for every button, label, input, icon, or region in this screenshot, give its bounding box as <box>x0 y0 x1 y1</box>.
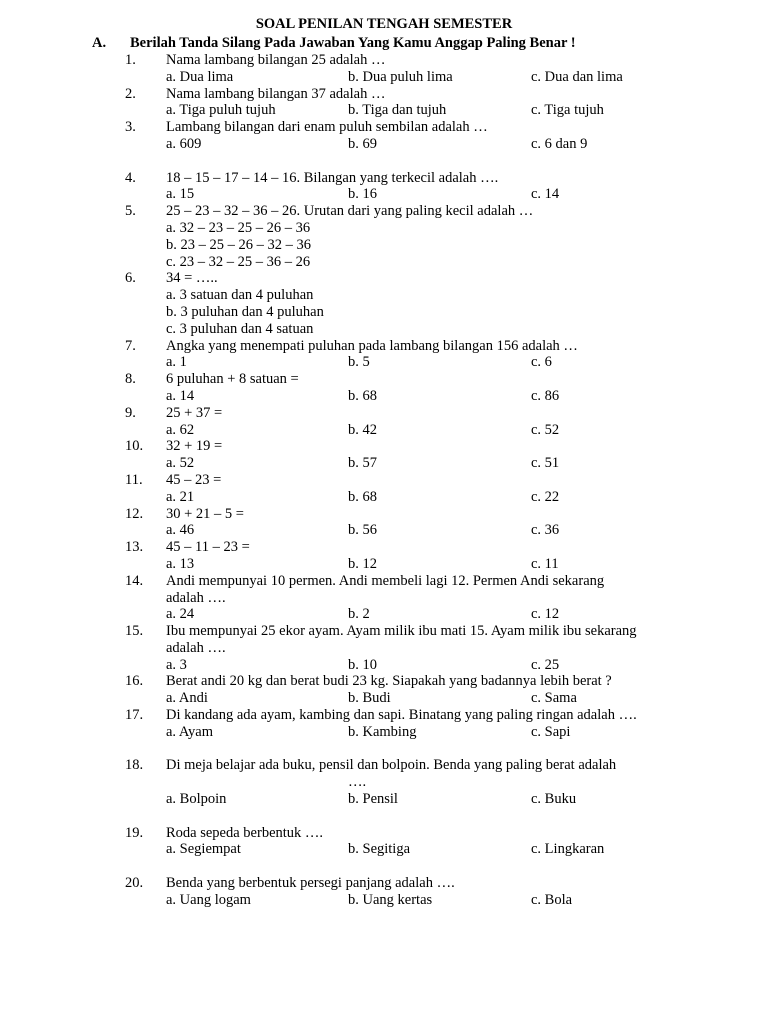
options-row <box>0 841 768 858</box>
question-number: 15. <box>125 623 144 640</box>
answer-option-a: a. 52 <box>166 455 195 472</box>
answer-option-c: c. 23 – 32 – 25 – 36 – 26 <box>166 253 311 270</box>
options-row <box>0 422 768 439</box>
question-line <box>0 52 768 69</box>
options-row <box>0 69 768 86</box>
question-continuation-line <box>0 640 768 657</box>
answer-option-a: a. 21 <box>166 488 195 505</box>
options-row <box>0 287 768 304</box>
answer-option-a: a. 14 <box>166 387 195 404</box>
answer-option-b: b. 3 puluhan dan 4 puluhan <box>166 303 324 320</box>
question-line <box>0 757 768 774</box>
question-item <box>0 573 768 623</box>
answer-option-a: a. 3 satuan dan 4 puluhan <box>166 287 314 304</box>
question-text-continuation: …. <box>348 774 367 791</box>
question-text: 18 – 15 – 17 – 14 – 16. Bilangan yang terkecil adalah …. <box>166 169 499 186</box>
question-text: Ibu mempunyai 25 ekor ayam. Ayam milik ibu mati 15. Ayam milik ibu sekarang <box>166 623 637 640</box>
options-row <box>0 690 768 707</box>
question-line <box>0 573 768 590</box>
options-row <box>0 186 768 203</box>
question-item <box>0 707 768 757</box>
question-item <box>0 405 768 439</box>
question-line <box>0 707 768 724</box>
answer-option-c: c. 22 <box>531 488 560 505</box>
answer-option-b: b. 23 – 25 – 26 – 32 – 36 <box>166 236 311 253</box>
answer-option-a: a. 62 <box>166 421 195 438</box>
question-number: 10. <box>125 438 144 455</box>
question-number: 17. <box>125 707 144 724</box>
answer-option-c: c. 11 <box>531 555 559 572</box>
answer-option-c: c. Lingkaran <box>531 841 605 858</box>
question-number: 14. <box>125 572 144 589</box>
question-item <box>0 673 768 707</box>
question-item <box>0 203 768 270</box>
answer-option-c: c. Tiga tujuh <box>531 102 604 119</box>
answer-option-b: b. 68 <box>348 387 377 404</box>
question-item <box>0 506 768 540</box>
question-line <box>0 270 768 287</box>
answer-option-c: c. Sama <box>531 690 577 707</box>
question-line <box>0 539 768 556</box>
answer-option-b: b. Budi <box>348 690 391 707</box>
spacer <box>0 808 768 825</box>
question-item <box>0 438 768 472</box>
question-number: 18. <box>125 757 144 774</box>
question-item <box>0 371 768 405</box>
answer-option-a: a. Andi <box>166 690 208 707</box>
options-row <box>0 522 768 539</box>
question-text: Nama lambang bilangan 37 adalah … <box>166 85 386 102</box>
spacer <box>0 741 768 758</box>
question-line <box>0 170 768 187</box>
answer-option-c: c. 51 <box>531 455 560 472</box>
answer-option-b: b. 68 <box>348 488 377 505</box>
question-item <box>0 539 768 573</box>
question-line <box>0 438 768 455</box>
answer-option-b: b. Segitiga <box>348 841 411 858</box>
answer-option-b: b. 57 <box>348 455 377 472</box>
answer-option-a: a. 46 <box>166 522 195 539</box>
answer-option-a: a. Uang logam <box>166 891 251 908</box>
question-line <box>0 825 768 842</box>
question-item <box>0 270 768 337</box>
section-letter: A. <box>92 35 107 51</box>
answer-option-c: c. Buku <box>531 791 577 808</box>
spacer <box>0 153 768 170</box>
question-number: 9. <box>125 404 136 421</box>
options-row <box>0 657 768 674</box>
question-text: Andi mempunyai 10 permen. Andi membeli lagi 12. Permen Andi sekarang <box>166 572 605 589</box>
question-text: Benda yang berbentuk persegi panjang adalah …. <box>166 875 455 892</box>
answer-option-c: c. 25 <box>531 656 560 673</box>
question-line <box>0 472 768 489</box>
question-text: Angka yang menempati puluhan pada lambang bilangan 156 adalah … <box>166 337 578 354</box>
answer-option-a: a. Tiga puluh tujuh <box>166 102 276 119</box>
options-row <box>0 791 768 808</box>
options-row <box>0 136 768 153</box>
question-number: 4. <box>125 169 136 186</box>
options-row <box>0 388 768 405</box>
question-text: 30 + 21 – 5 = <box>166 505 244 522</box>
options-row <box>0 304 768 321</box>
question-item <box>0 472 768 506</box>
question-item <box>0 52 768 86</box>
options-row <box>0 237 768 254</box>
options-row <box>0 220 768 237</box>
question-line <box>0 623 768 640</box>
answer-option-a: a. 3 <box>166 656 187 673</box>
options-row <box>0 606 768 623</box>
question-line <box>0 673 768 690</box>
question-item <box>0 825 768 875</box>
question-line <box>0 506 768 523</box>
question-text: 25 + 37 = <box>166 404 223 421</box>
answer-option-c: c. 36 <box>531 522 560 539</box>
options-row <box>0 724 768 741</box>
options-row <box>0 102 768 119</box>
options-row <box>0 354 768 371</box>
question-text: Di kandang ada ayam, kambing dan sapi. Binatang yang paling ringan adalah …. <box>166 707 637 724</box>
question-continuation-line <box>0 590 768 607</box>
answer-option-b: b. Tiga dan tujuh <box>348 102 447 119</box>
answer-option-b: b. Uang kertas <box>348 891 433 908</box>
answer-option-c: c. Dua dan lima <box>531 68 623 85</box>
answer-option-b: b. 2 <box>348 606 370 623</box>
question-text-continuation: adalah …. <box>166 589 226 606</box>
answer-option-c: c. 14 <box>531 186 560 203</box>
options-row <box>0 489 768 506</box>
answer-option-b: b. 42 <box>348 421 377 438</box>
question-item <box>0 757 768 824</box>
question-text: 34 = ….. <box>166 270 218 287</box>
question-line <box>0 86 768 103</box>
answer-option-a: a. 13 <box>166 555 195 572</box>
question-text: 45 – 11 – 23 = <box>166 539 250 556</box>
answer-option-a: a. 15 <box>166 186 195 203</box>
answer-option-c: c. Sapi <box>531 723 571 740</box>
answer-option-c: c. 3 puluhan dan 4 satuan <box>166 320 314 337</box>
question-text: Lambang bilangan dari enam puluh sembilan adalah … <box>166 119 488 136</box>
section-instruction: Berilah Tanda Silang Pada Jawaban Yang Kamu Anggap Paling Benar ! <box>130 35 576 51</box>
question-number: 16. <box>125 673 144 690</box>
question-number: 7. <box>125 337 136 354</box>
answer-option-a: a. 24 <box>166 606 195 623</box>
spacer <box>0 858 768 875</box>
answer-option-a: a. 1 <box>166 354 187 371</box>
question-number: 1. <box>125 52 136 68</box>
answer-option-c: c. 6 dan 9 <box>531 135 588 152</box>
answer-option-b: b. 12 <box>348 555 377 572</box>
question-number: 3. <box>125 119 136 136</box>
answer-option-b: b. Kambing <box>348 723 417 740</box>
question-line <box>0 203 768 220</box>
question-line <box>0 405 768 422</box>
options-row <box>0 556 768 573</box>
question-line <box>0 119 768 136</box>
answer-option-c: c. 12 <box>531 606 560 623</box>
answer-option-b: b. Pensil <box>348 791 398 808</box>
answer-option-b: b. 56 <box>348 522 377 539</box>
answer-option-a: a. 32 – 23 – 25 – 26 – 36 <box>166 219 311 236</box>
question-line <box>0 875 768 892</box>
question-text: Nama lambang bilangan 25 adalah … <box>166 52 386 68</box>
question-number: 13. <box>125 539 144 556</box>
answer-option-c: c. 52 <box>531 421 560 438</box>
answer-option-a: a. Ayam <box>166 723 213 740</box>
question-text: Di meja belajar ada buku, pensil dan bolpoin. Benda yang paling berat adalah <box>166 757 617 774</box>
question-number: 2. <box>125 85 136 102</box>
options-row <box>0 455 768 472</box>
question-number: 5. <box>125 203 136 220</box>
options-row <box>0 321 768 338</box>
answer-option-c: c. 86 <box>531 387 560 404</box>
answer-option-b: b. 5 <box>348 354 370 371</box>
question-line <box>0 338 768 355</box>
answer-option-c: c. Bola <box>531 891 573 908</box>
question-text: 25 – 23 – 32 – 36 – 26. Urutan dari yang paling kecil adalah … <box>166 203 534 220</box>
answer-option-a: a. Dua lima <box>166 68 234 85</box>
question-line <box>0 371 768 388</box>
answer-option-b: b. 10 <box>348 656 377 673</box>
question-number: 12. <box>125 505 144 522</box>
answer-option-b: b. Dua puluh lima <box>348 68 453 85</box>
page-title: SOAL PENILAN TENGAH SEMESTER <box>255 16 513 32</box>
question-item <box>0 170 768 204</box>
options-row <box>0 892 768 909</box>
question-continuation-line <box>0 774 768 791</box>
question-number: 8. <box>125 371 136 388</box>
question-text: 6 puluhan + 8 satuan = <box>166 371 299 388</box>
question-text: 45 – 23 = <box>166 471 222 488</box>
options-row <box>0 254 768 271</box>
answer-option-b: b. 69 <box>348 135 377 152</box>
question-number: 20. <box>125 875 144 892</box>
answer-option-a: a. 609 <box>166 135 202 152</box>
question-text: Roda sepeda berbentuk …. <box>166 824 324 841</box>
question-item <box>0 623 768 673</box>
question-number: 6. <box>125 270 136 287</box>
question-item <box>0 338 768 372</box>
answer-option-a: a. Bolpoin <box>166 791 227 808</box>
answer-option-a: a. Segiempat <box>166 841 241 858</box>
question-item <box>0 86 768 120</box>
question-text: 32 + 19 = <box>166 438 223 455</box>
question-list <box>0 52 768 909</box>
question-text: Berat andi 20 kg dan berat budi 23 kg. Siapakah yang badannya lebih berat ? <box>166 673 612 690</box>
question-text-continuation: adalah …. <box>166 639 226 656</box>
question-number: 19. <box>125 824 144 841</box>
question-number: 11. <box>125 471 143 488</box>
question-item <box>0 875 768 909</box>
answer-option-c: c. 6 <box>531 354 552 371</box>
answer-option-b: b. 16 <box>348 186 377 203</box>
question-item <box>0 119 768 169</box>
